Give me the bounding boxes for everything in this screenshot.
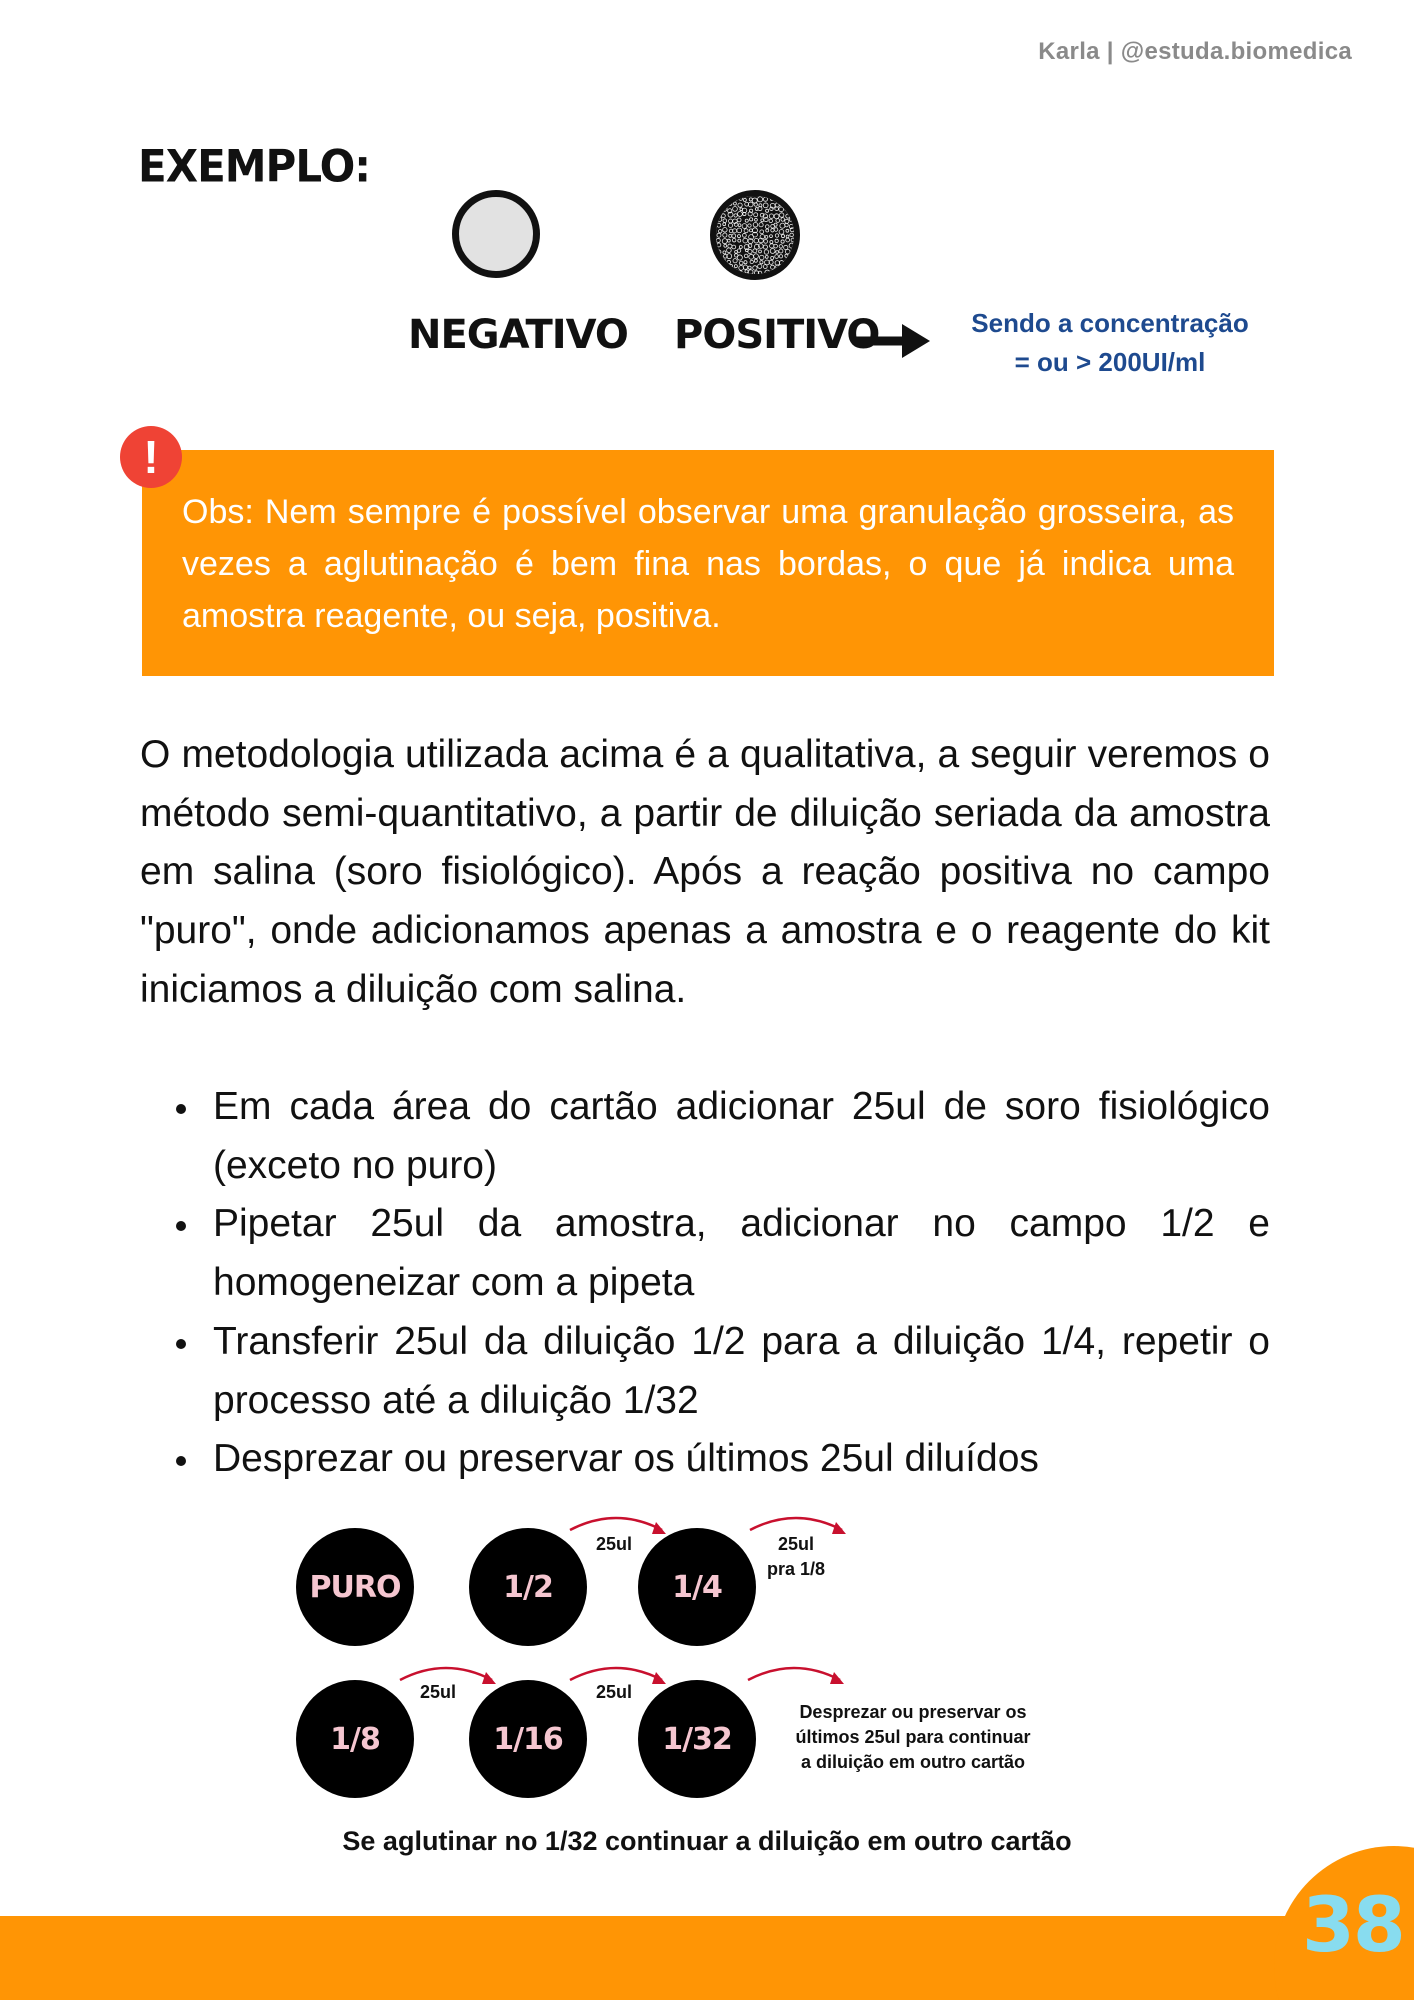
dilution-dot-puro: PURO	[296, 1528, 414, 1646]
page-number: 38	[1302, 1880, 1404, 1969]
discard-note-line1: Desprezar ou preservar os	[799, 1702, 1027, 1722]
concentration-note	[950, 304, 1270, 382]
dilution-dot-1-4: 1/4	[638, 1528, 756, 1646]
concentration-note-line1: Sendo a concentração	[971, 308, 1249, 338]
concentration-note-line2: = ou > 200UI/ml	[1014, 347, 1206, 377]
example-title: EXEMPLO:	[138, 140, 371, 193]
list-item: Transferir 25ul da diluição 1/2 para a diluição 1/4, repetir o processo até a diluição 1/32	[140, 1313, 1270, 1430]
right-arrow-icon	[852, 322, 932, 360]
alert-icon: !	[120, 426, 182, 488]
steps-list	[140, 1078, 1270, 1489]
transfer-label: 25ul	[595, 1682, 633, 1702]
dilution-dot-1-2: 1/2	[469, 1528, 587, 1646]
discard-note-line2: últimos 25ul para continuar	[795, 1727, 1031, 1747]
positive-label: POSITIVO	[674, 312, 880, 358]
body-paragraph: O metodologia utilizada acima é a qualitativa, a seguir veremos o método semi-quantitativo, a partir de diluição seriada da amostra em salina (soro fisiológico). Após a reação positiva no campo "puro", onde adicionamos apenas a amostra e o reagente do kit iniciamos a diluição com salina.	[140, 733, 1270, 1011]
footer-bar	[0, 1916, 1414, 2000]
observation-box	[142, 450, 1274, 676]
negative-circle-icon	[452, 190, 540, 278]
list-item: Desprezar ou preservar os últimos 25ul diluídos	[140, 1430, 1270, 1489]
dilution-dot-1-8: 1/8	[296, 1680, 414, 1798]
observation-text: Obs: Nem sempre é possível observar uma granulação grosseira, as vezes a aglutinação é bem fina nas bordas, o que já indica uma amostra reagente, ou seja, positiva.	[182, 493, 1234, 635]
dilution-dot-1-16: 1/16	[469, 1680, 587, 1798]
discard-arrow-icon	[744, 1658, 848, 1692]
list-item: Em cada área do cartão adicionar 25ul de soro fisiológico (exceto no puro)	[140, 1078, 1270, 1195]
transfer-label: 25ul	[777, 1534, 815, 1554]
granules-texture	[716, 196, 794, 274]
negative-label: NEGATIVO	[408, 312, 628, 358]
positive-agglutination-icon	[710, 190, 800, 280]
discard-note	[772, 1700, 1054, 1775]
list-item: Pipetar 25ul da amostra, adicionar no campo 1/2 e homogeneizar com a pipeta	[140, 1195, 1270, 1312]
author-credit: Karla | @estuda.biomedica	[1038, 38, 1352, 65]
diagram-footnote: Se aglutinar no 1/32 continuar a diluição em outro cartão	[342, 1826, 1072, 1856]
transfer-label: 25ul	[595, 1534, 633, 1554]
transfer-label: 25ul	[419, 1682, 457, 1702]
discard-note-line3: a diluição em outro cartão	[800, 1752, 1026, 1772]
transfer-label-target: pra 1/8	[766, 1559, 826, 1579]
transfer-label-to-1-8	[754, 1532, 838, 1582]
dilution-dot-1-32: 1/32	[638, 1680, 756, 1798]
